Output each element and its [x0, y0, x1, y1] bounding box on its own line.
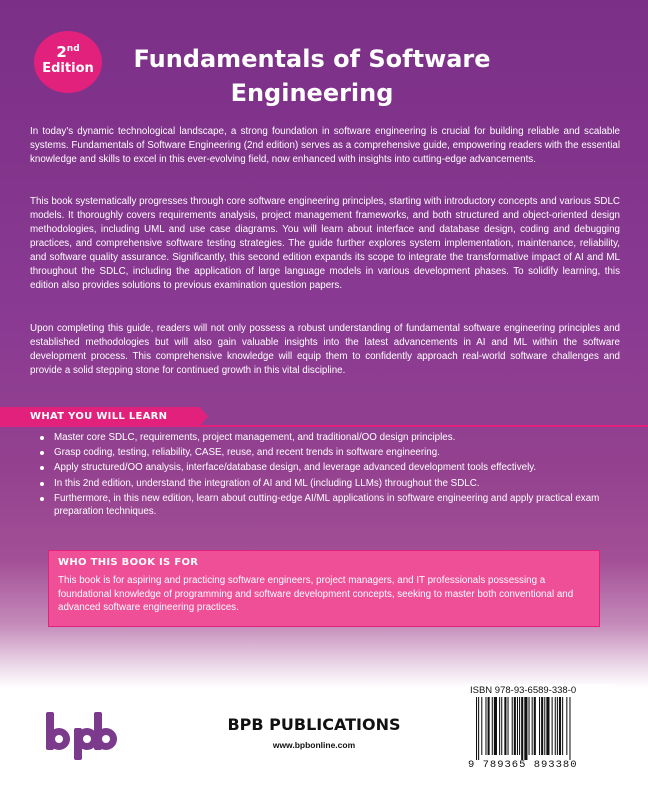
learn-list — [54, 431, 614, 521]
learn-divider-line — [0, 425, 648, 427]
barcode-bar — [512, 697, 513, 755]
barcode-bar — [499, 697, 500, 755]
intro-paragraph: In today's dynamic technological landscape, a strong foundation in software engineering is crucial for building reliable and scalable systems. Fundamentals of Software Engineering (2nd edition) serves as a comprehensive guide, empowering readers with the essential knowledge and skills to excel in this ever-evolving field, now enhanced with insights into cutting-edge advancements. — [30, 126, 620, 165]
bpb-logo-icon — [44, 706, 118, 762]
learn-heading: WHAT YOU WILL LEARN — [30, 411, 168, 422]
learn-item: Apply structured/OO analysis, interface/database design, and leverage advanced development tools effectively. — [54, 461, 614, 475]
barcode-bar — [478, 697, 479, 760]
book-title: Fundamentals of Software Engineering — [133, 45, 491, 107]
barcode-bar — [492, 697, 493, 755]
publisher-website: www.bpbonline.com — [272, 740, 356, 750]
barcode-bar — [504, 697, 506, 755]
barcode-bar — [481, 697, 482, 755]
barcode-bar — [534, 697, 536, 755]
barcode-icon — [476, 697, 610, 760]
edition-number: 2 — [56, 43, 67, 61]
barcode-bar — [524, 697, 527, 760]
outcome-paragraph: Upon completing this guide, readers will not only possess a robust understanding of fundamental software engineering principles and established methodologies but will also gain valuable insights into the latest advancements in AI and ML within the software development process. This comprehensive knowledge will equip them to confidently approach real-world software challenges and provide a solid stepping stone for continued growth in this vital discipline. — [30, 323, 620, 376]
learn-item: Grasp coding, testing, reliability, CASE, reuse, and recent trends in software engineering. — [54, 446, 614, 460]
barcode-bar — [514, 697, 516, 755]
barcode-bar — [532, 697, 533, 755]
who-heading: WHO THIS BOOK IS FOR — [58, 557, 199, 568]
barcode-bar — [501, 697, 502, 755]
isbn-barcode-block — [466, 684, 616, 774]
barcode-bar — [539, 697, 540, 755]
barcode-bar — [546, 697, 549, 755]
barcode-bar — [529, 697, 530, 755]
barcode-bar — [517, 697, 518, 755]
barcode-bar — [562, 697, 563, 755]
barcode-digits: 9 789365 893380 — [468, 759, 578, 771]
barcode-bar — [541, 697, 543, 755]
learn-item: Master core SDLC, requirements, project management, and traditional/OO design principles. — [54, 431, 614, 445]
barcode-bar — [544, 697, 545, 755]
who-this-book-is-for-box — [48, 550, 600, 627]
barcode-bar — [552, 697, 553, 755]
barcode-bar — [557, 697, 558, 755]
barcode-bar — [521, 697, 523, 760]
learn-item: In this 2nd edition, understand the integration of AI and ML (including LLMs) throughout the SDLC. — [54, 477, 614, 491]
edition-badge — [34, 31, 102, 93]
publisher-name: BPB PUBLICATIONS — [227, 715, 401, 734]
barcode-bar — [485, 697, 486, 755]
barcode-bar — [488, 697, 490, 755]
who-text: This book is for aspiring and practicing software engineers, project managers, and IT professionals possessing a foundational knowledge of programming and software development concepts, seeking to master both conventional and advanced software engineering practices. — [58, 575, 574, 614]
edition-word: Edition — [42, 61, 94, 76]
edition-suffix: nd — [66, 44, 80, 54]
barcode-bar — [476, 697, 477, 760]
barcode-bar — [559, 697, 561, 755]
isbn-label: ISBN 978-93-6589-338-0 — [470, 685, 577, 696]
barcode-bar — [508, 697, 509, 755]
barcode-bar — [555, 697, 556, 755]
barcode-bar — [494, 697, 497, 755]
barcode-bar — [569, 697, 570, 760]
learn-item: Furthermore, in this new edition, learn about cutting-edge AI/ML applications in software engineering and apply practical exam preparation techniques. — [54, 492, 614, 519]
barcode-bar — [566, 697, 567, 755]
overview-paragraph: This book systematically progresses through core software engineering principles, starting with introductory concepts and various SDLC models. It thoroughly covers requirements analysis, project management frameworks, and both structured and object-oriented design methodologies, including UML and use case diagrams. You will learn about interface and database design, coding and debugging practices, and comprehensive software testing strategies. The guide further explores system implementation, maintenance, reliability, and software quality assurance. Significantly, this second edition expands its scope to integrate the transformative impact of AI and ML throughout the SDLC, including the application of large language models in various development phases. To solidify learning, this edition also provides solutions to previous examination question papers. — [30, 196, 620, 291]
barcode-bar — [519, 697, 520, 755]
